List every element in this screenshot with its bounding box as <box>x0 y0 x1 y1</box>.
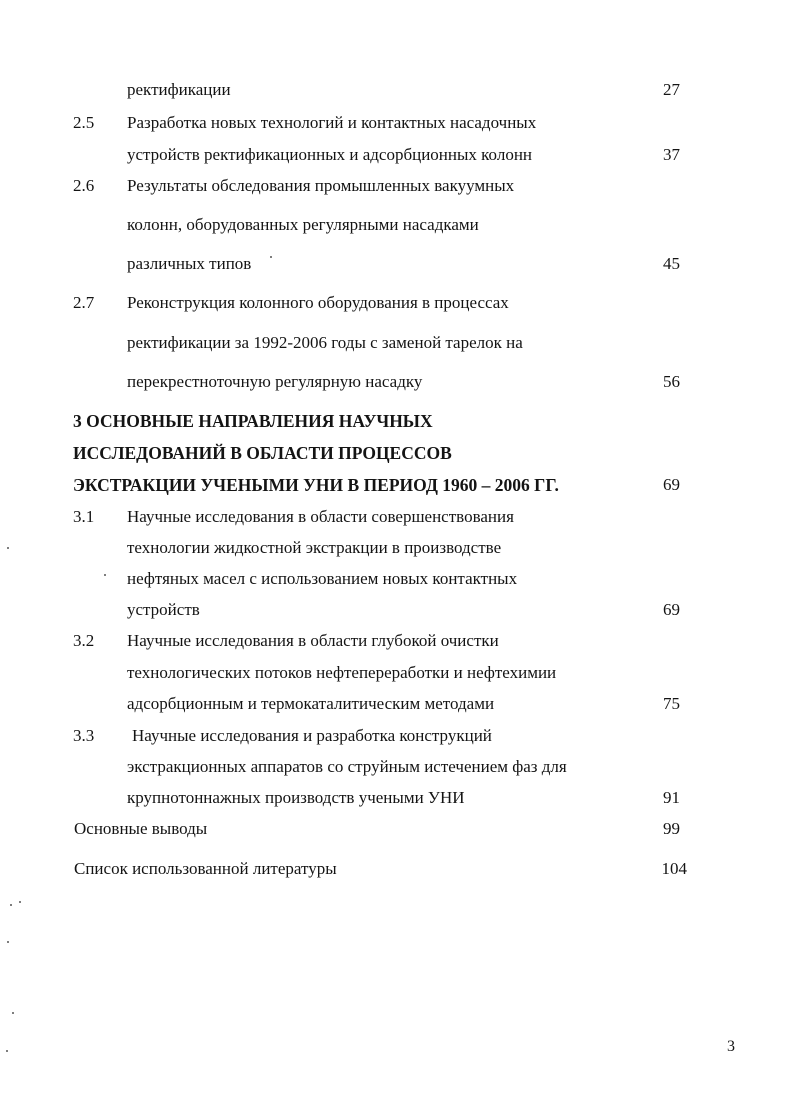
toc-line: устройств <box>127 600 200 619</box>
toc-line: экстракционных аппаратов со струйным истечением фаз для <box>127 757 567 776</box>
toc-page-number: 37 <box>663 145 680 164</box>
toc-line: Результаты обследования промышленных вакуумных <box>127 176 515 195</box>
toc-line: Разработка новых технологий и контактных насадочных <box>127 113 537 132</box>
toc-line: ректификации <box>127 80 231 99</box>
page-number: 3 <box>727 1038 735 1055</box>
toc-line: Научные исследования в области глубокой очистки <box>127 631 499 650</box>
toc-line: технологических потоков нефтепереработки и нефтехимии <box>127 663 557 682</box>
toc-page-number: 69 <box>663 600 680 619</box>
scan-speck <box>7 547 9 549</box>
toc-line: различных типов <box>127 254 252 273</box>
toc-page-number: 91 <box>663 788 680 807</box>
toc-page-number: 45 <box>663 254 680 273</box>
toc-page-number: 69 <box>663 475 680 494</box>
scan-speck <box>12 1012 14 1014</box>
toc-page-number: 56 <box>663 372 680 391</box>
toc-line: перекрестноточную регулярную насадку <box>127 372 423 391</box>
scan-speck <box>6 1050 8 1052</box>
toc-page-number: 104 <box>661 859 687 878</box>
toc-section-number: 2.7 <box>73 293 95 312</box>
toc-line: адсорбционным и термокаталитическим методами <box>127 694 495 713</box>
scan-speck <box>19 901 21 903</box>
toc-section-number: 2.5 <box>73 113 95 132</box>
toc-chapter-heading: 3 ОСНОВНЫЕ НАПРАВЛЕНИЯ НАУЧНЫХ <box>73 411 433 431</box>
toc-section-number: 3.3 <box>73 726 95 745</box>
toc-line: ректификации за 1992-2006 годы с заменой тарелок на <box>127 333 523 352</box>
scan-speck <box>270 256 272 258</box>
toc-section-number: 2.6 <box>73 176 95 195</box>
toc-line: колонн, оборудованных регулярными насадками <box>127 215 479 234</box>
toc-chapter-heading: ЭКСТРАКЦИИ УЧЕНЫМИ УНИ В ПЕРИОД 1960 – 2006 ГГ. <box>73 475 559 495</box>
toc-line: крупнотоннажных производств учеными УНИ <box>127 788 465 807</box>
toc-line: Реконструкция колонного оборудования в процессах <box>127 293 509 312</box>
scan-speck <box>7 941 9 943</box>
toc-chapter-heading: ИССЛЕДОВАНИЙ В ОБЛАСТИ ПРОЦЕССОВ <box>73 443 452 463</box>
toc-page-number: 27 <box>663 80 680 99</box>
toc-section-number: 3.2 <box>73 631 95 650</box>
toc-section-number: 3.1 <box>73 507 95 526</box>
toc-line: технологии жидкостной экстракции в производстве <box>127 538 502 557</box>
toc-references: Список использованной литературы <box>74 859 337 878</box>
toc-line: Научные исследования в области совершенствования <box>127 507 514 526</box>
scan-speck <box>10 904 12 906</box>
scan-speck <box>104 574 106 576</box>
toc-conclusions: Основные выводы <box>74 819 208 838</box>
toc-page-number: 75 <box>663 694 680 713</box>
toc-page-number: 99 <box>663 819 680 838</box>
toc-line: устройств ректификационных и адсорбционных колонн <box>127 145 533 164</box>
toc-line: Научные исследования и разработка конструкций <box>132 726 492 745</box>
toc-line: нефтяных масел с использованием новых контактных <box>127 569 518 588</box>
